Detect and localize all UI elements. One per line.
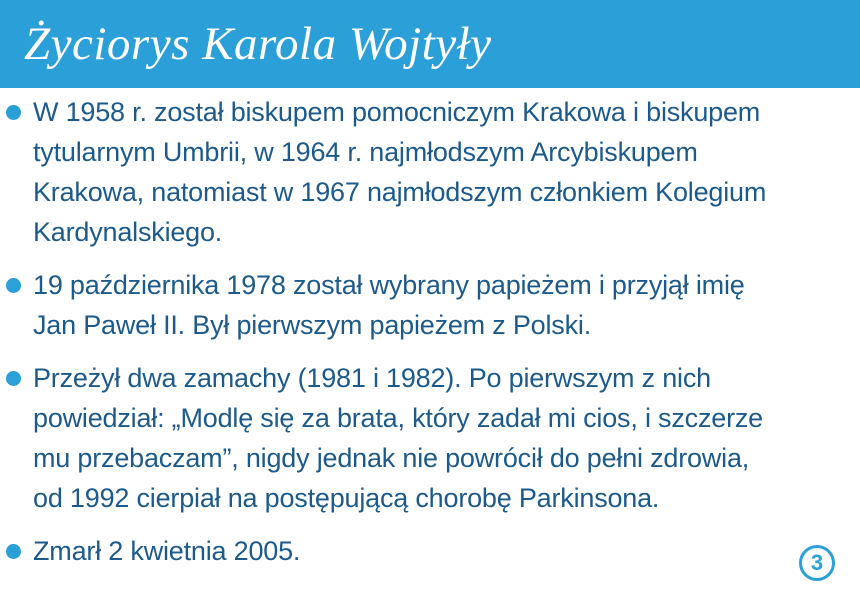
bullet-text-line: powiedział: „Modlę się za brata, który zadał mi cios, i szczerze [33, 403, 763, 433]
bullet-item [0, 265, 860, 345]
bullet-item [0, 92, 860, 252]
bullet-text-line: Przeżył dwa zamachy (1981 i 1982). Po pierwszym z nich [33, 363, 711, 393]
bullet-text-line: 19 października 1978 został wybrany papieżem i przyjął imię [33, 270, 745, 300]
bullet-item [0, 531, 860, 571]
bullet-list [0, 92, 860, 571]
title-bar [0, 0, 860, 88]
bullet-dot-icon [6, 371, 21, 386]
slide-title: Życiorys Karola Wojtyły [24, 18, 492, 70]
bullet-text-line: tytularnym Umbrii, w 1964 r. najmłodszym Arcybiskupem [33, 137, 698, 167]
bullet-text-line: mu przebaczam”, nigdy jednak nie powrócił do pełni zdrowia, [33, 443, 750, 473]
bullet-text-line: Krakowa, natomiast w 1967 najmłodszym członkiem Kolegium [33, 177, 767, 207]
bullet-item [0, 358, 860, 518]
bullet-text-line: Kardynalskiego. [33, 217, 223, 247]
bullet-dot-icon [6, 105, 21, 120]
bullet-text-line: W 1958 r. został biskupem pomocniczym Krakowa i biskupem [33, 97, 761, 127]
bullet-text-line: Zmarł 2 kwietnia 2005. [33, 536, 301, 566]
bullet-dot-icon [6, 544, 21, 559]
bullet-dot-icon [6, 278, 21, 293]
page-number-badge: 3 [799, 545, 835, 581]
bullet-text-line: od 1992 cierpiał na postępującą chorobę Parkinsona. [33, 483, 660, 513]
bullet-text-line: Jan Paweł II. Był pierwszym papieżem z Polski. [33, 310, 591, 340]
